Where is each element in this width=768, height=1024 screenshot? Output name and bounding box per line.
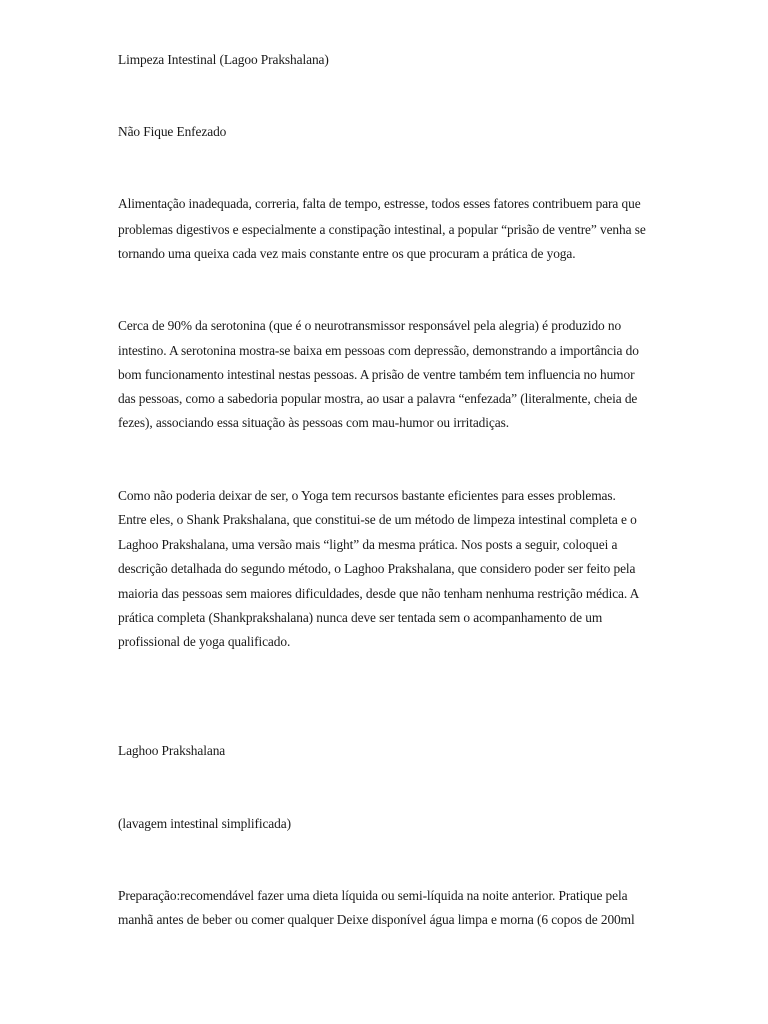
document-subtitle: Não Fique Enfezado xyxy=(118,124,227,139)
section-subtitle: (lavagem intestinal simplificada) xyxy=(118,816,291,831)
paragraph-3-line: Laghoo Prakshalana, uma versão mais “light” da mesma prática. Nos posts a seguir, coloquei a xyxy=(118,537,618,552)
document-title: Limpeza Intestinal (Lagoo Prakshalana) xyxy=(118,52,329,67)
paragraph-3-line: Entre eles, o Shank Prakshalana, que constitui-se de um método de limpeza intestinal completa e o xyxy=(118,512,637,527)
paragraph-3-line: profissional de yoga qualificado. xyxy=(118,634,291,649)
paragraph-4-line: manhã antes de beber ou comer qualquer Deixe disponível água limpa e morna (6 copos de 200ml xyxy=(118,912,635,927)
paragraph-2-line: Cerca de 90% da serotonina (que é o neurotransmissor responsável pela alegria) é produzido no xyxy=(118,318,622,333)
paragraph-3-line: Como não poderia deixar de ser, o Yoga tem recursos bastante eficientes para esses problemas. xyxy=(118,488,616,503)
section-title: Laghoo Prakshalana xyxy=(118,743,226,758)
paragraph-4-line: Preparação:recomendável fazer uma dieta líquida ou semi-líquida na noite anterior. Pratique pela xyxy=(118,888,628,903)
paragraph-1-line: problemas digestivos e especialmente a constipação intestinal, a popular “prisão de ventre” venha se xyxy=(118,222,646,237)
paragraph-1-line: Alimentação inadequada, correria, falta de tempo, estresse, todos esses fatores contribuem para que xyxy=(118,196,641,211)
paragraph-2-line: intestino. A serotonina mostra-se baixa em pessoas com depressão, demonstrando a importância do xyxy=(118,343,639,358)
paragraph-3-line: prática completa (Shankprakshalana) nunca deve ser tentada sem o acompanhamento de um xyxy=(118,610,603,625)
paragraph-2-line: das pessoas, como a sabedoria popular mostra, ao usar a palavra “enfezada” (literalmente, cheia de xyxy=(118,391,638,406)
paragraph-3-line: maioria das pessoas sem maiores dificuldades, desde que não tenham nenhuma restrição médica. A xyxy=(118,586,640,601)
paragraph-2-line: bom funcionamento intestinal nestas pessoas. A prisão de ventre também tem influencia no humor xyxy=(118,367,635,382)
paragraph-1-line: tornando uma queixa cada vez mais constante entre os que procuram a prática de yoga. xyxy=(118,246,576,261)
paragraph-3-line: descrição detalhada do segundo método, o Laghoo Prakshalana, que considero poder ser feito pela xyxy=(118,561,636,576)
paragraph-2-line: fezes), associando essa situação às pessoas com mau-humor ou irritadiças. xyxy=(118,415,509,430)
